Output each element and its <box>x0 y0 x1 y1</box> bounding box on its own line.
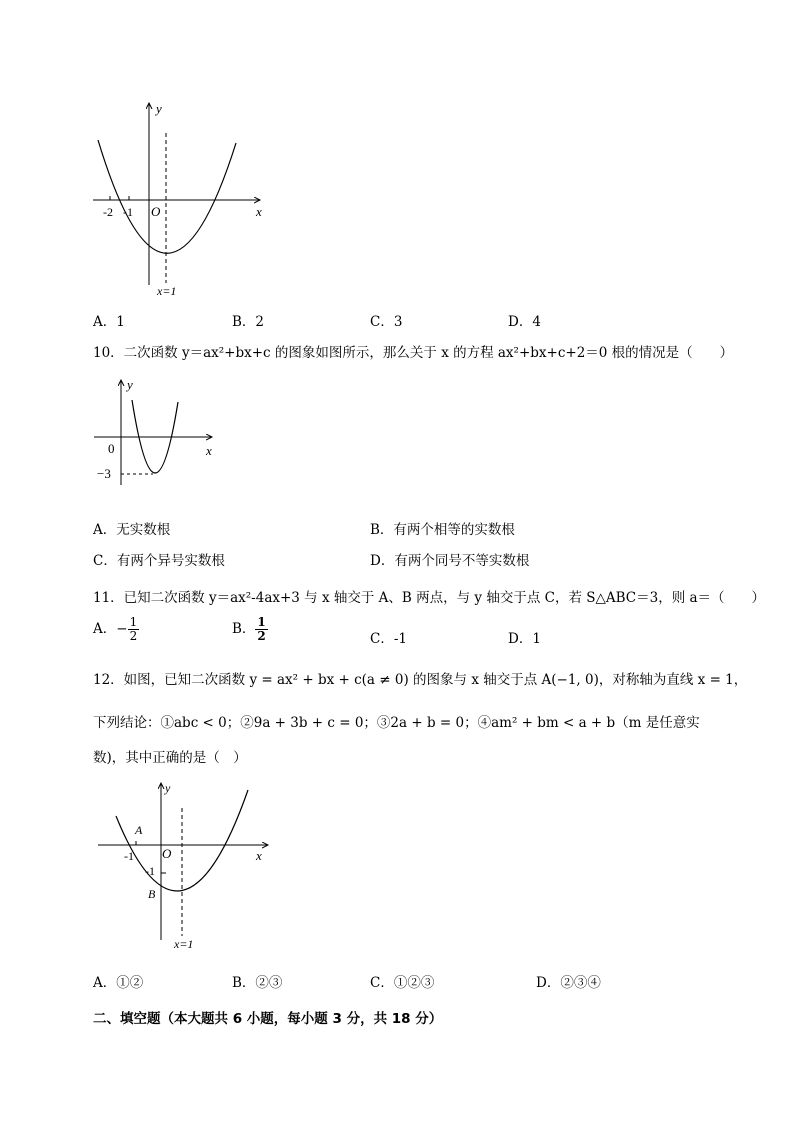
q9-parabola-figure <box>85 95 275 300</box>
x-axis-label: x <box>256 204 262 219</box>
q11-option-a-prefix: A．− <box>93 621 128 637</box>
q11-option-a[interactable] <box>93 616 139 643</box>
symmetry-label: x=1 <box>174 937 194 951</box>
tick-label-neg1: -1 <box>123 205 133 219</box>
x-axis-label: x <box>206 443 212 458</box>
fraction-numerator: 1 <box>257 615 266 629</box>
q9-option-a[interactable]: A．1 <box>93 314 125 330</box>
q10-parabola-figure <box>88 375 228 490</box>
q10-option-c[interactable]: C．有两个异号实数根 <box>93 553 225 569</box>
y-axis-label: y <box>165 781 171 795</box>
q12-option-c[interactable]: C．①②③ <box>370 975 435 991</box>
y-axis-label: y <box>127 377 133 392</box>
tick-label-neg1-x: -1 <box>124 849 134 863</box>
x-axis-label: x <box>256 848 262 863</box>
tick-label-neg1-y: -1 <box>145 864 155 878</box>
q11-question-text: 11．已知二次函数 y＝ax²-4ax+3 与 x 轴交于 A、B 两点，与 y 轴交于点 C，若 S△ABC＝3，则 a＝（ ） <box>93 590 766 606</box>
q10-question-text: 10．二次函数 y＝ax²+bx+c 的图象如图所示，那么关于 x 的方程 ax²+bx+c+2＝0 根的情况是（ ） <box>93 345 734 361</box>
q11-option-b[interactable] <box>232 616 268 643</box>
point-b-label: B <box>148 887 156 901</box>
q11-option-d[interactable]: D．1 <box>508 631 541 647</box>
point-a-label: A <box>135 823 143 837</box>
parabola-curve <box>98 140 236 253</box>
symmetry-label: x=1 <box>157 284 177 298</box>
y-axis-label: y <box>156 101 162 116</box>
fraction-denominator: 2 <box>129 629 138 643</box>
q12-option-a[interactable]: A．①② <box>93 975 144 991</box>
q11-option-b-prefix: B． <box>232 621 256 637</box>
tick-label-neg2: -2 <box>103 205 113 219</box>
q12-question-line2: 下列结论：①abc < 0；②9a + 3b + c = 0；③2a + b = 0；④am² + bm < a + b（m 是任意实 <box>93 715 700 731</box>
q10-option-a[interactable]: A．无实数根 <box>93 522 171 538</box>
section-heading: 二、填空题（本大题共 6 小题，每小题 3 分，共 18 分） <box>93 1011 443 1027</box>
origin-label: O <box>162 846 172 861</box>
q9-option-b[interactable]: B．2 <box>232 314 265 330</box>
q12-question-line3: 数)，其中正确的是（ ） <box>93 750 247 766</box>
q12-question-line1: 12．如图，已知二次函数 y = ax² + bx + c(a ≠ 0) 的图象与 x 轴交于点 A(−1, 0)，对称轴为直线 x = 1， <box>93 672 748 688</box>
fraction-denominator: 2 <box>257 629 266 643</box>
q11-option-c[interactable]: C．-1 <box>370 631 407 647</box>
q9-option-c[interactable]: C．3 <box>370 314 403 330</box>
fraction <box>255 616 267 643</box>
fraction <box>128 616 140 643</box>
q12-option-b[interactable]: B．②③ <box>232 975 283 991</box>
q12-parabola-figure <box>93 778 278 953</box>
origin-label: 0 <box>108 441 115 456</box>
parabola-curve <box>116 790 248 891</box>
fraction-numerator: 1 <box>129 615 138 629</box>
q12-option-d[interactable]: D．②③④ <box>536 975 601 991</box>
origin-label: O <box>151 204 161 219</box>
q10-option-b[interactable]: B．有两个相等的实数根 <box>370 522 515 538</box>
q9-option-d[interactable]: D．4 <box>508 314 541 330</box>
q10-option-d[interactable]: D．有两个同号不等实数根 <box>370 553 530 569</box>
min-value-label: −3 <box>97 466 111 481</box>
